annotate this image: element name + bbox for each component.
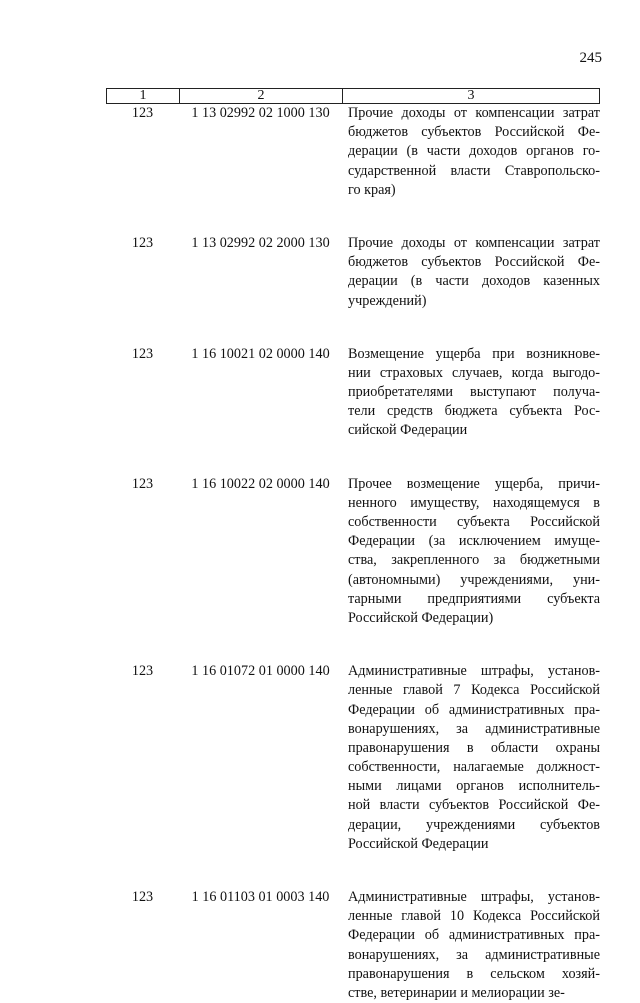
description-line: Федерации об административных пра- bbox=[348, 927, 600, 944]
description-line: Прочее возмещение ущерба, причи- bbox=[348, 475, 600, 492]
page-number: 245 bbox=[579, 50, 602, 66]
kbk-code-cell: 1 16 01103 01 0003 140 bbox=[191, 889, 330, 905]
kbk-code-cell: 1 13 02992 02 2000 130 bbox=[191, 234, 330, 251]
description-line: дерации, учреждениями субъектов bbox=[348, 816, 600, 833]
description-line: приобретателями выступают получа- bbox=[348, 384, 600, 401]
admin-code-cell: 123 bbox=[131, 345, 154, 362]
description-line: Прочие доходы от компенсации затрат bbox=[348, 234, 600, 251]
description-line: дерации (в части доходов органов го- bbox=[348, 143, 600, 160]
table-row bbox=[106, 662, 600, 854]
header-col-1: 1 bbox=[107, 89, 180, 103]
table-row bbox=[106, 475, 600, 629]
description-line: дерации (в части доходов казенных bbox=[348, 273, 600, 290]
description-line: учреждений) bbox=[348, 292, 427, 309]
description-cell bbox=[348, 662, 600, 854]
table-row bbox=[106, 104, 600, 200]
description-cell bbox=[348, 104, 600, 200]
description-line: го края) bbox=[348, 181, 396, 198]
description-line: тарными предприятиями субъекта bbox=[348, 590, 600, 607]
kbk-code-cell: 1 16 01072 01 0000 140 bbox=[191, 663, 330, 680]
description-line: ленные главой 7 Кодекса Российской bbox=[348, 682, 600, 699]
description-line: ной власти субъектов Российской Фе- bbox=[348, 797, 600, 814]
description-line: правонарушения в сельском хозяй- bbox=[348, 965, 600, 982]
admin-code-cell: 123 bbox=[131, 105, 154, 121]
description-line: ства, закрепленного за бюджетными bbox=[348, 552, 600, 569]
admin-code-cell: 123 bbox=[131, 475, 154, 492]
description-line: ненного имуществу, находящемуся в bbox=[348, 494, 600, 511]
table-row bbox=[106, 345, 600, 441]
description-cell bbox=[348, 234, 600, 311]
table-body bbox=[106, 104, 600, 1003]
description-line: Административные штрафы, установ- bbox=[348, 663, 600, 680]
description-line: сударственной власти Ставропольско- bbox=[348, 162, 600, 179]
table-row bbox=[106, 234, 600, 311]
description-cell bbox=[348, 475, 600, 629]
description-line: Федерации (за исключением имуще- bbox=[348, 533, 600, 550]
description-line: стве, ветеринарии и мелиорации зе- bbox=[348, 984, 565, 1001]
header-col-3: 3 bbox=[467, 88, 475, 103]
description-line: Возмещение ущерба при возникнове- bbox=[348, 345, 600, 362]
description-line: Российской Федерации bbox=[348, 835, 489, 852]
description-line: бюджетов субъектов Российской Фе- bbox=[348, 254, 600, 271]
kbk-code-cell: 1 16 10022 02 0000 140 bbox=[191, 475, 330, 492]
description-line: нии страховых случаев, когда выгодо- bbox=[348, 364, 600, 381]
description-line: собственности, налагаемые должност- bbox=[348, 759, 600, 776]
description-cell bbox=[348, 888, 600, 1003]
kbk-code-cell: 1 13 02992 02 1000 130 bbox=[191, 105, 330, 121]
description-cell bbox=[348, 345, 600, 441]
admin-code-cell: 123 bbox=[131, 889, 154, 905]
description-line: Прочие доходы от компенсации затрат bbox=[348, 105, 600, 121]
description-line: собственности субъекта Российской bbox=[348, 514, 600, 530]
description-line: (автономными) учреждениями, уни- bbox=[348, 571, 600, 588]
description-line: сийской Федерации bbox=[348, 422, 468, 439]
table-header bbox=[106, 88, 600, 104]
header-col-2: 2 bbox=[180, 89, 343, 103]
table-row bbox=[106, 888, 600, 1003]
kbk-code-cell: 1 16 10021 02 0000 140 bbox=[191, 345, 330, 362]
description-line: вонарушениях, за административные bbox=[348, 946, 600, 963]
description-line: ными лицами органов исполнитель- bbox=[348, 778, 600, 795]
description-line: ленные главой 10 Кодекса Российской bbox=[348, 908, 600, 925]
description-line: Российской Федерации) bbox=[348, 609, 494, 626]
admin-code-cell: 123 bbox=[131, 663, 154, 680]
description-line: Федерации об административных пра- bbox=[348, 701, 600, 718]
description-line: тели средств бюджета субъекта Рос- bbox=[348, 403, 600, 420]
description-line: Административные штрафы, установ- bbox=[348, 889, 600, 905]
description-line: вонарушениях, за административные bbox=[348, 720, 600, 737]
admin-code-cell: 123 bbox=[131, 234, 154, 251]
description-line: правонарушения в области охраны bbox=[348, 739, 600, 756]
description-line: бюджетов субъектов Российской Фе- bbox=[348, 124, 600, 141]
